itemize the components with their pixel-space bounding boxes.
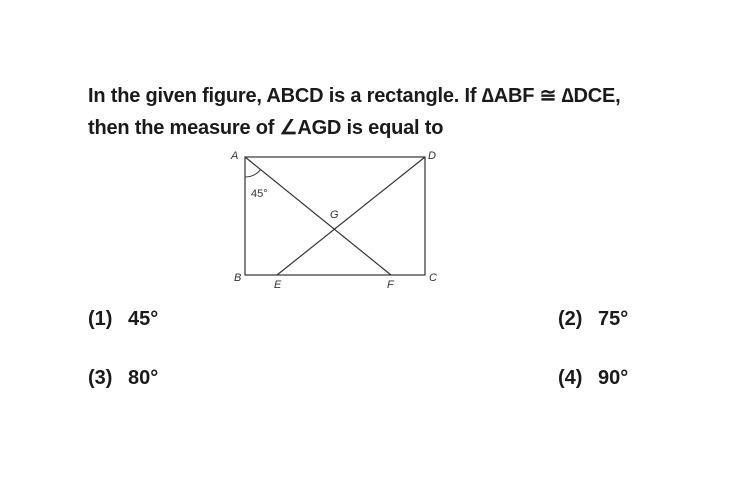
vertex-label-a: A bbox=[231, 150, 239, 162]
point-label-f: F bbox=[387, 279, 394, 291]
option-4[interactable] bbox=[558, 367, 628, 390]
segment-af bbox=[245, 157, 391, 275]
option-2-number: (2) bbox=[558, 308, 583, 330]
option-1-value: 45° bbox=[128, 308, 159, 330]
vertex-label-c: C bbox=[429, 272, 437, 284]
point-label-e: E bbox=[274, 279, 282, 291]
option-1-number: (1) bbox=[88, 308, 113, 330]
option-4-number: (4) bbox=[558, 367, 583, 389]
point-label-g: G bbox=[330, 209, 339, 221]
option-2[interactable] bbox=[558, 308, 628, 331]
figure-svg bbox=[225, 145, 450, 295]
question-line-1: In the given figure, ABCD is a rectangle. If ∆ABF ≅ ∆DCE, bbox=[88, 85, 621, 107]
option-3-number: (3) bbox=[88, 367, 113, 389]
angle-arc bbox=[245, 170, 261, 177]
vertex-label-b: B bbox=[234, 272, 242, 284]
question-text bbox=[88, 80, 728, 144]
option-3-value: 80° bbox=[128, 367, 159, 389]
rectangle-figure bbox=[225, 145, 450, 295]
angle-label: 45° bbox=[251, 188, 268, 200]
segment-de bbox=[277, 157, 425, 275]
option-1[interactable] bbox=[88, 308, 158, 331]
option-4-value: 90° bbox=[598, 367, 629, 389]
vertex-label-d: D bbox=[428, 150, 436, 162]
option-2-value: 75° bbox=[598, 308, 629, 330]
option-3[interactable] bbox=[88, 367, 158, 390]
question-line-2: then the measure of ∠AGD is equal to bbox=[88, 117, 444, 139]
